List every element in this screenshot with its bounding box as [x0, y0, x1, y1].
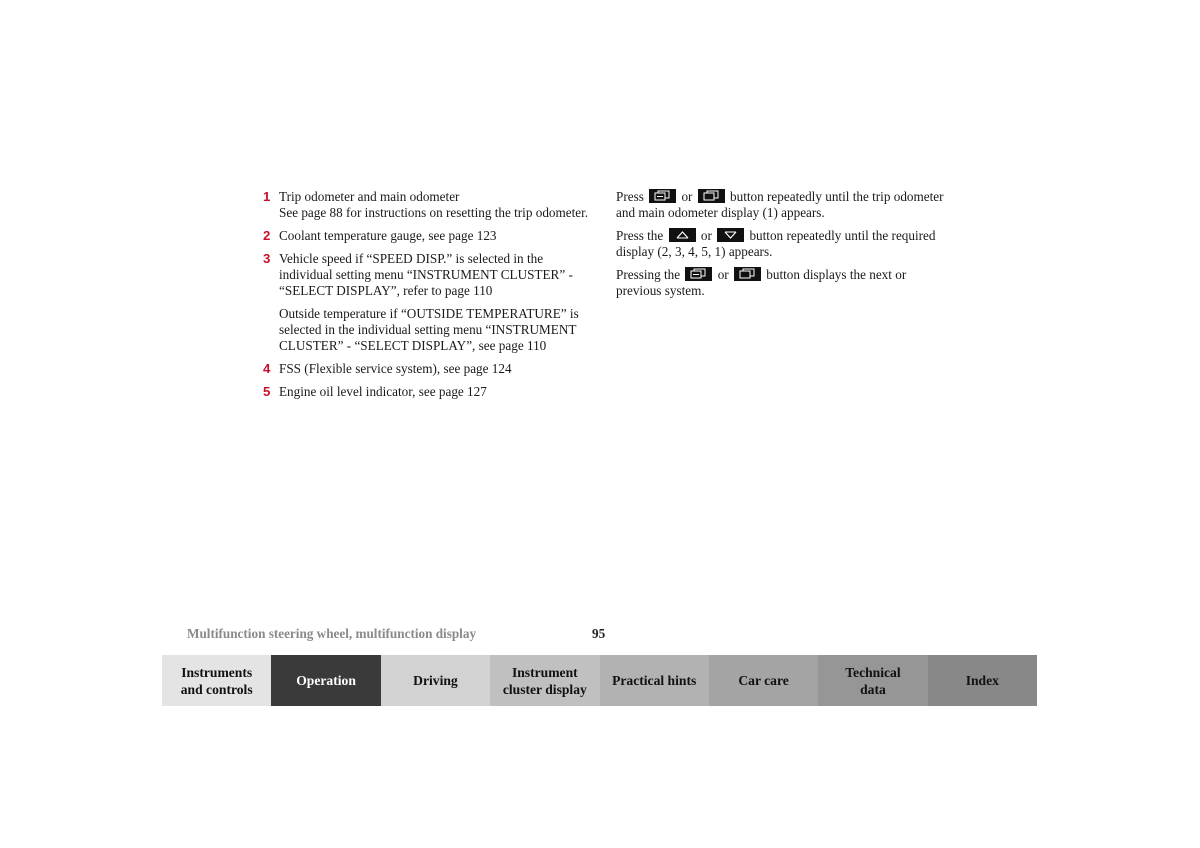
up-arrow-icon [669, 228, 696, 242]
list-item-4 [262, 361, 592, 377]
item-text: See page 88 for instructions on resetting the trip odometer. [279, 205, 589, 220]
tab-label: Index [965, 673, 999, 688]
tab-label: Operation [296, 673, 356, 688]
previous-display-icon [734, 267, 761, 281]
item-text: Outside temperature if “OUTSIDE TEMPERATURE” is selected in the individual setting menu “INSTRUMENT CLUSTER” - “SELECT DISPLAY”, see page 110 [279, 306, 579, 353]
item-text: Trip odometer and main odometer [279, 189, 460, 204]
tab-practical-hints[interactable] [600, 655, 709, 706]
tab-label: Driving [413, 673, 458, 688]
page-number: 95 [592, 626, 606, 641]
tab-label: Practical hints [612, 673, 697, 688]
text-segment: Press [616, 189, 644, 204]
text-segment: or [681, 189, 693, 204]
tab-instrument-cluster-display[interactable] [490, 655, 599, 706]
item-text: Engine oil level indicator, see page 127 [279, 384, 487, 399]
instruction-paragraph-2 [616, 228, 946, 260]
down-arrow-icon [717, 228, 744, 242]
next-display-icon [649, 189, 676, 203]
right-column [616, 189, 946, 306]
next-display-icon [685, 267, 712, 281]
tab-index[interactable] [928, 655, 1037, 706]
tab-label: Technical data [845, 664, 901, 697]
text-segment: button repeatedly until the trip odometer and main odometer display (1) appears. [616, 189, 944, 220]
item-text: Vehicle speed if “SPEED DISP.” is selected in the individual setting menu “INSTRUMENT CLUSTER” - “SELECT DISPLAY”, refer to page 110 [279, 251, 573, 298]
tab-label: Instrument cluster display [502, 664, 587, 697]
tab-technical-data[interactable] [818, 655, 927, 706]
tab-label: Car care [738, 673, 789, 688]
previous-display-icon [698, 189, 725, 203]
instruction-paragraph-1 [616, 189, 946, 221]
list-item-1 [262, 189, 592, 221]
tab-car-care[interactable] [709, 655, 818, 706]
text-segment: or [717, 267, 729, 282]
item-number: 4 [263, 361, 271, 376]
tab-instruments-and-controls[interactable] [162, 655, 271, 706]
item-number: 5 [263, 384, 271, 399]
section-title: Multifunction steering wheel, multifunction display [187, 626, 477, 641]
tab-driving[interactable] [381, 655, 490, 706]
text-segment: Pressing the [616, 267, 681, 282]
text-segment: button repeatedly until the required display (2, 3, 4, 5, 1) appears. [616, 228, 936, 259]
text-segment: button displays the next or previous system. [616, 267, 907, 298]
left-column [262, 189, 592, 407]
list-item-3 [262, 251, 592, 354]
text-segment: Press the [616, 228, 664, 243]
item-text: Coolant temperature gauge, see page 123 [279, 228, 497, 243]
item-number: 3 [263, 251, 271, 266]
instruction-paragraph-3 [616, 267, 946, 299]
tab-operation[interactable] [271, 655, 380, 706]
tab-label: Instruments and controls [180, 664, 253, 697]
list-item-5 [262, 384, 592, 400]
item-number: 2 [263, 228, 271, 243]
text-segment: or [700, 228, 712, 243]
item-number: 1 [263, 189, 271, 204]
section-tabs [162, 655, 1037, 706]
item-text: FSS (Flexible service system), see page 124 [279, 361, 512, 376]
list-item-2 [262, 228, 592, 244]
